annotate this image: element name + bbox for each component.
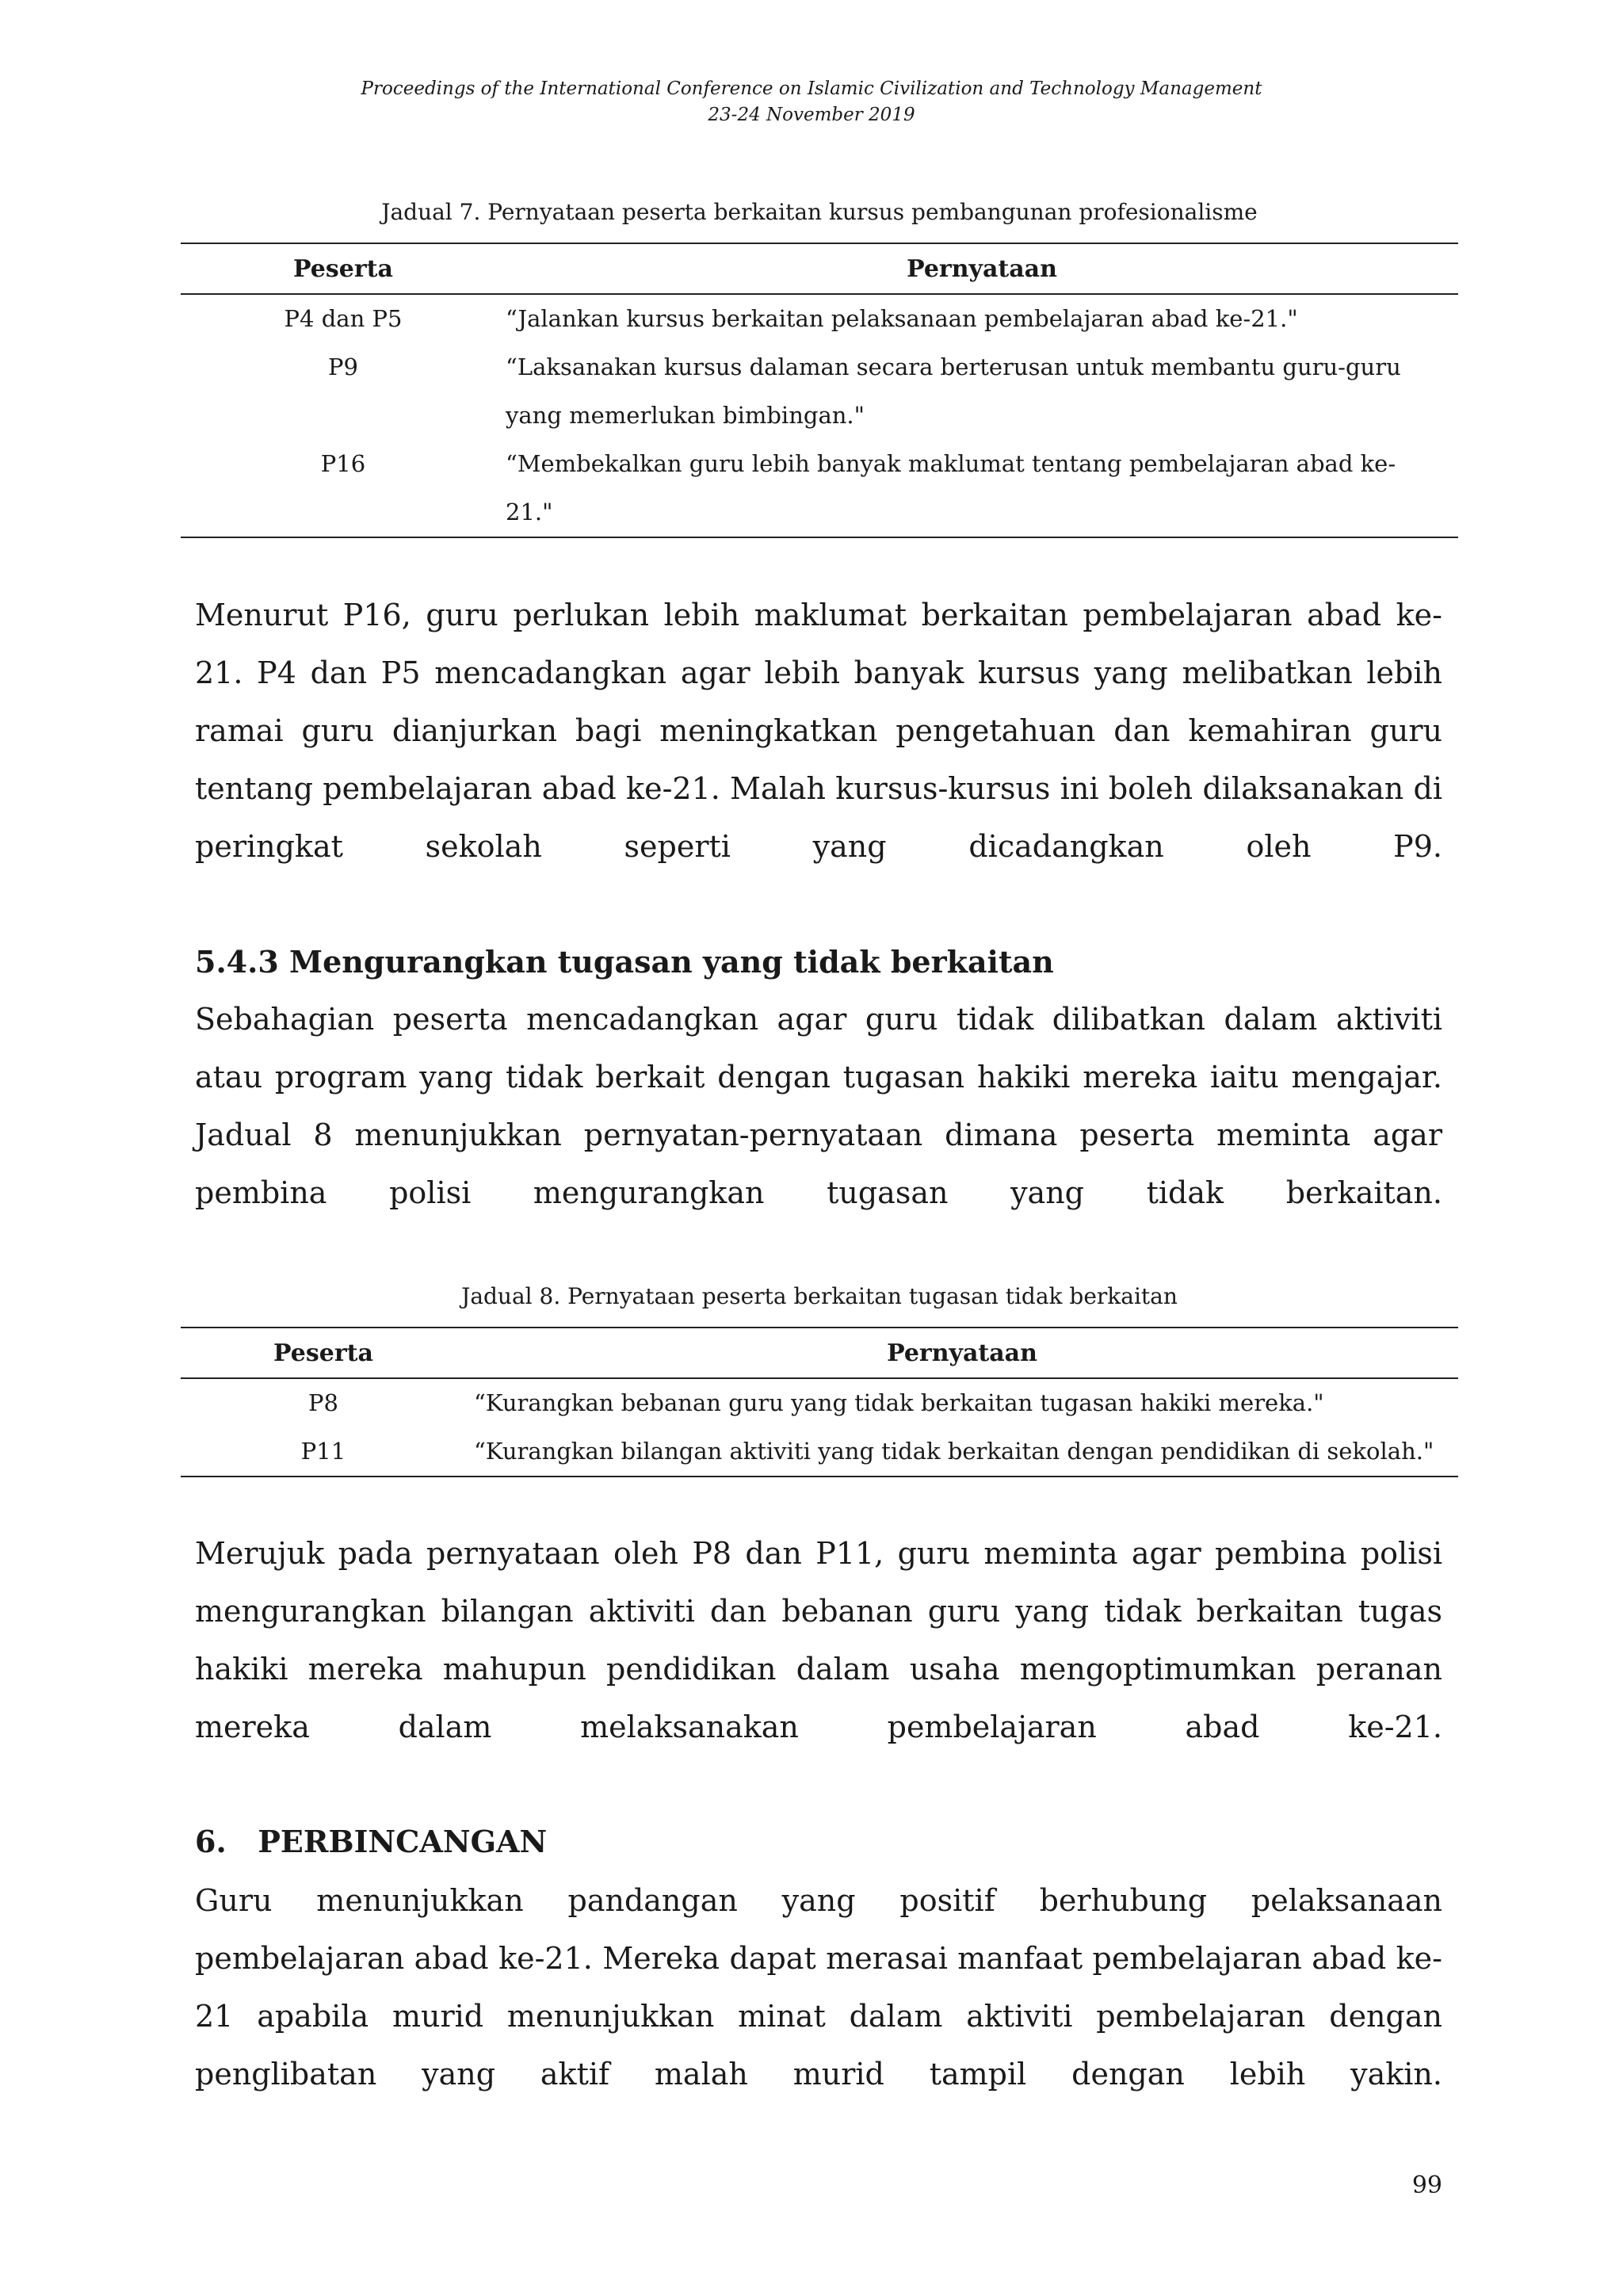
table8-col-peserta: Peserta (181, 1328, 466, 1378)
table7-col-pernyataan: Pernyataan (506, 243, 1458, 294)
paragraph-sebahagian: Sebahagian peserta mencadangkan agar guru tidak dilibatkan dalam aktiviti atau program yang tidak berkait dengan tugasan hakiki mereka iaitu mengajar. Jadual 8 menunjukkan pernyatan-pernyataan dimana peserta meminta agar pembina polisi mengurangkan tugasan yang tidak berkaitan. (195, 1002, 1442, 1210)
running-header (0, 76, 1623, 128)
header-conference-title: Proceedings of the International Conference on Islamic Civilization and Technology Management (361, 78, 1262, 99)
table8-caption: Jadual 8. Pernyataan peserta berkaitan tugasan tidak berkaitan (461, 1283, 1178, 1309)
table7-col-peserta: Peserta (181, 243, 506, 294)
section-heading-5-4-3: 5.4.3 Mengurangkan tugasan yang tidak berkaitan (195, 944, 1054, 980)
table-row (181, 1378, 1458, 1427)
table7-cell-peserta: P4 dan P5 (284, 305, 403, 332)
table7-cell-peserta: P16 (181, 440, 506, 537)
paragraph-merujuk: Merujuk pada pernyataan oleh P8 dan P11, guru meminta agar pembina polisi mengurangkan bilangan aktiviti dan bebanan guru yang tidak berkaitan tugas hakiki mereka mahupun pendidikan dalam usaha mengoptimumkan peranan mereka dalam melaksanakan pembelajaran abad ke-21. (195, 1536, 1442, 1744)
table7-caption: Jadual 7. Pernyataan peserta berkaitan kursus pembangunan profesionalisme (381, 199, 1258, 225)
table8-cell-pernyataan: “Kurangkan bebanan guru yang tidak berkaitan tugasan hakiki mereka." (474, 1389, 1324, 1416)
table-row (181, 440, 1458, 537)
table7-cell-peserta: P9 (328, 353, 358, 380)
table8-cell-peserta: P11 (181, 1427, 466, 1477)
section-heading-6: 6. PERBINCANGAN (195, 1824, 548, 1859)
table7-header-row (181, 243, 1458, 294)
table-row (181, 343, 1458, 440)
paragraph-menurut: Menurut P16, guru perlukan lebih maklumat berkaitan pembelajaran abad ke-21. P4 dan P5 mencadangkan agar lebih banyak kursus yang melibatkan lebih ramai guru dianjurkan bagi meningkatkan pengetahuan dan kemahiran guru tentang pembelajaran abad ke-21. Malah kursus-kursus ini boleh dilaksanakan di peringkat sekolah seperti yang dicadangkan oleh P9. (195, 598, 1442, 864)
table8-cell-pernyataan: “Kurangkan bilangan aktiviti yang tidak berkaitan dengan pendidikan di sekolah." (466, 1427, 1458, 1477)
table7 (181, 243, 1458, 538)
table-row (181, 1427, 1458, 1477)
table-row (181, 294, 1458, 343)
table8-col-pernyataan: Pernyataan (466, 1328, 1458, 1378)
table8 (181, 1327, 1458, 1477)
page-number: 99 (1411, 2172, 1442, 2199)
table7-cell-pernyataan: “Jalankan kursus berkaitan pelaksanaan pembelajaran abad ke-21." (506, 305, 1298, 332)
table7-cell-pernyataan: “Membekalkan guru lebih banyak maklumat tentang pembelajaran abad ke-21." (506, 440, 1458, 537)
table8-cell-peserta: P8 (308, 1389, 338, 1416)
table8-header-row (181, 1328, 1458, 1378)
table7-cell-pernyataan: “Laksanakan kursus dalaman secara berterusan untuk membantu guru-guru yang memerlukan bimbingan." (506, 353, 1401, 429)
header-date: 23-24 November 2019 (708, 105, 915, 125)
paragraph-guru: Guru menunjukkan pandangan yang positif berhubung pelaksanaan pembelajaran abad ke-21. Mereka dapat merasai manfaat pembelajaran abad ke-21 apabila murid menunjukkan minat dalam aktiviti pembelajaran dengan penglibatan yang aktif malah murid tampil dengan lebih yakin. (195, 1883, 1442, 2092)
